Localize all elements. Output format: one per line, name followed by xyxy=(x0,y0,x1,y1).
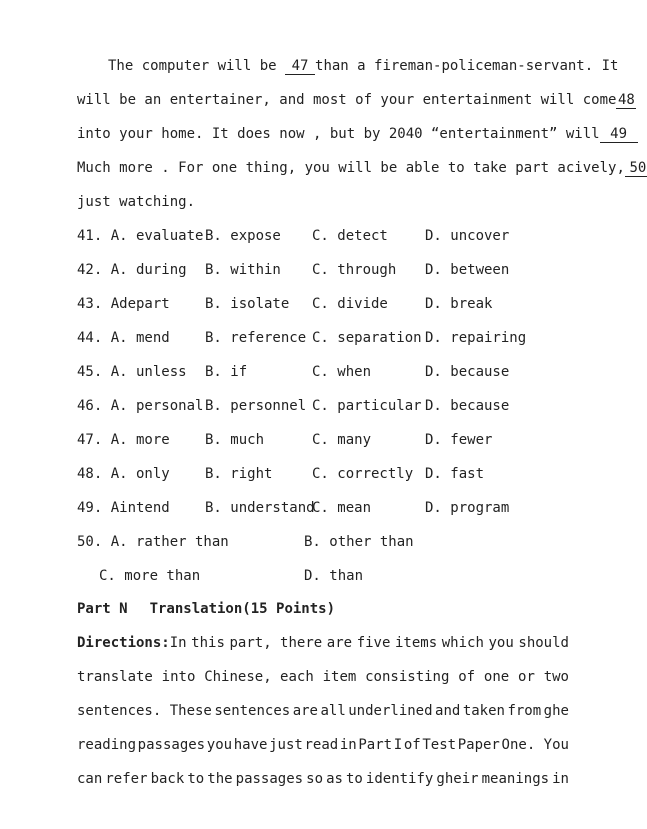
word: from xyxy=(507,703,542,719)
word: all xyxy=(320,703,346,719)
word: In xyxy=(169,635,187,651)
option-d: D. because xyxy=(425,364,510,380)
option-b: B. if xyxy=(205,364,248,380)
option-c: C. many xyxy=(312,432,372,448)
directions-line-5 xyxy=(77,770,569,788)
option-a: 47. A. more xyxy=(77,432,170,448)
option-a: 49. Aintend xyxy=(77,500,170,516)
word: Chinese, each xyxy=(204,669,314,685)
passage-text: into your home. It does now , but by 2040 “entertainment” will xyxy=(77,126,600,142)
option-b: B. within xyxy=(205,262,281,278)
option-c: C. detect xyxy=(312,228,388,244)
word: you xyxy=(488,635,514,651)
word: sentences. These xyxy=(77,703,212,719)
passage-line-1 xyxy=(108,57,619,75)
word: into xyxy=(161,669,196,685)
word: identify xyxy=(365,771,434,787)
word: translate xyxy=(77,669,153,685)
word: passages xyxy=(235,771,304,787)
option-a: 48. A. only xyxy=(77,466,170,482)
option-b: B. personnel xyxy=(205,398,307,414)
passage-text: just watching. xyxy=(77,194,196,210)
part-title: Translation(15 Points) xyxy=(149,601,336,617)
option-c: C. more than xyxy=(99,568,201,584)
word: to xyxy=(345,771,363,787)
word: refer xyxy=(105,771,148,787)
passage-line-2 xyxy=(77,91,635,109)
directions-line-1 xyxy=(77,634,569,652)
passage-text: The computer will be xyxy=(108,58,286,74)
option-c: C. separation xyxy=(312,330,422,346)
word: are xyxy=(326,635,353,651)
option-b: B. expose xyxy=(205,228,281,244)
word: passages xyxy=(137,737,206,753)
passage-text: Much more . For one thing, you will be able to take part acively, xyxy=(77,160,625,176)
option-d: D. than xyxy=(304,568,364,584)
word: two xyxy=(543,669,569,685)
option-c: C. through xyxy=(312,262,397,278)
option-a: 44. A. mend xyxy=(77,330,170,346)
word: to xyxy=(187,771,205,787)
option-a: 43. Adepart xyxy=(77,296,170,312)
word: this xyxy=(191,635,225,651)
section-heading xyxy=(77,600,569,618)
word: one xyxy=(483,669,510,685)
option-c: C. mean xyxy=(312,500,372,516)
blank-48: 48 xyxy=(618,92,635,108)
option-a: 46. A. personal xyxy=(77,398,204,414)
option-b: B. understand xyxy=(205,500,315,516)
option-b: B. other than xyxy=(304,534,414,550)
word: back xyxy=(150,771,185,787)
word: item xyxy=(322,669,357,685)
word: part, there xyxy=(229,635,323,651)
word: gheir xyxy=(436,771,479,787)
word: Paper xyxy=(457,737,500,753)
option-c: C. divide xyxy=(312,296,388,312)
passage-text: than a fireman-policeman-servant. It xyxy=(315,58,619,74)
passage-line-3 xyxy=(77,125,628,143)
blank-50: 50 xyxy=(625,161,647,177)
word: One. You xyxy=(501,737,569,753)
word: Test xyxy=(422,737,457,753)
word: in xyxy=(552,771,569,787)
option-a: 41. A. evaluate xyxy=(77,228,204,244)
word: read xyxy=(304,737,339,753)
option-d: D. repairing xyxy=(425,330,527,346)
word: of xyxy=(403,737,421,753)
blank-49: 49 xyxy=(600,127,638,143)
option-d: D. program xyxy=(425,500,510,516)
word: sentences xyxy=(214,703,291,719)
option-d: D. fast xyxy=(425,466,485,482)
word: meanings xyxy=(481,771,550,787)
word: can xyxy=(77,771,103,787)
option-a: 45. A. unless xyxy=(77,364,187,380)
word: should xyxy=(518,635,569,651)
word: you xyxy=(206,737,233,753)
option-c: C. correctly xyxy=(312,466,414,482)
option-b: B. right xyxy=(205,466,273,482)
passage-line-4 xyxy=(77,159,647,177)
blank-47: 47 xyxy=(285,59,315,75)
option-a: 42. A. during xyxy=(77,262,187,278)
passage-text: will be an entertainer, and most of your entertainment will come xyxy=(77,92,617,108)
word: have xyxy=(233,737,268,753)
word: reading xyxy=(77,737,137,753)
word: as xyxy=(326,771,343,787)
word: which xyxy=(441,635,484,651)
option-d: D. fewer xyxy=(425,432,493,448)
directions-line-3 xyxy=(77,702,569,720)
word: the xyxy=(207,771,233,787)
option-c: C. when xyxy=(312,364,372,380)
word: underlined xyxy=(348,703,433,719)
directions-line-2 xyxy=(77,668,569,686)
part-label: Part N xyxy=(77,601,128,617)
option-a: 50. A. rather than xyxy=(77,534,229,550)
directions-first xyxy=(77,634,187,652)
word: five xyxy=(356,635,391,651)
passage-line-5 xyxy=(77,193,569,211)
word: ghe xyxy=(543,703,569,719)
option-d: D. uncover xyxy=(425,228,510,244)
word: just xyxy=(269,737,303,753)
option-b: B. reference xyxy=(205,330,307,346)
word: and xyxy=(435,703,461,719)
directions-line-4 xyxy=(77,736,569,754)
word: Part xyxy=(358,737,393,753)
word: items xyxy=(395,635,438,651)
word: consisting xyxy=(365,669,450,685)
word: in xyxy=(339,737,357,753)
option-d: D. between xyxy=(425,262,510,278)
option-b: B. much xyxy=(205,432,265,448)
option-b: B. isolate xyxy=(205,296,290,312)
directions-label: Directions: xyxy=(77,635,170,651)
word: taken xyxy=(462,703,505,719)
word: I xyxy=(393,737,403,753)
option-c: C. particular xyxy=(312,398,422,414)
word: are xyxy=(292,703,318,719)
word: of xyxy=(458,669,476,685)
word: so xyxy=(306,771,323,787)
option-d: D. because xyxy=(425,398,510,414)
option-d: D. break xyxy=(425,296,493,312)
word: or xyxy=(518,669,535,685)
